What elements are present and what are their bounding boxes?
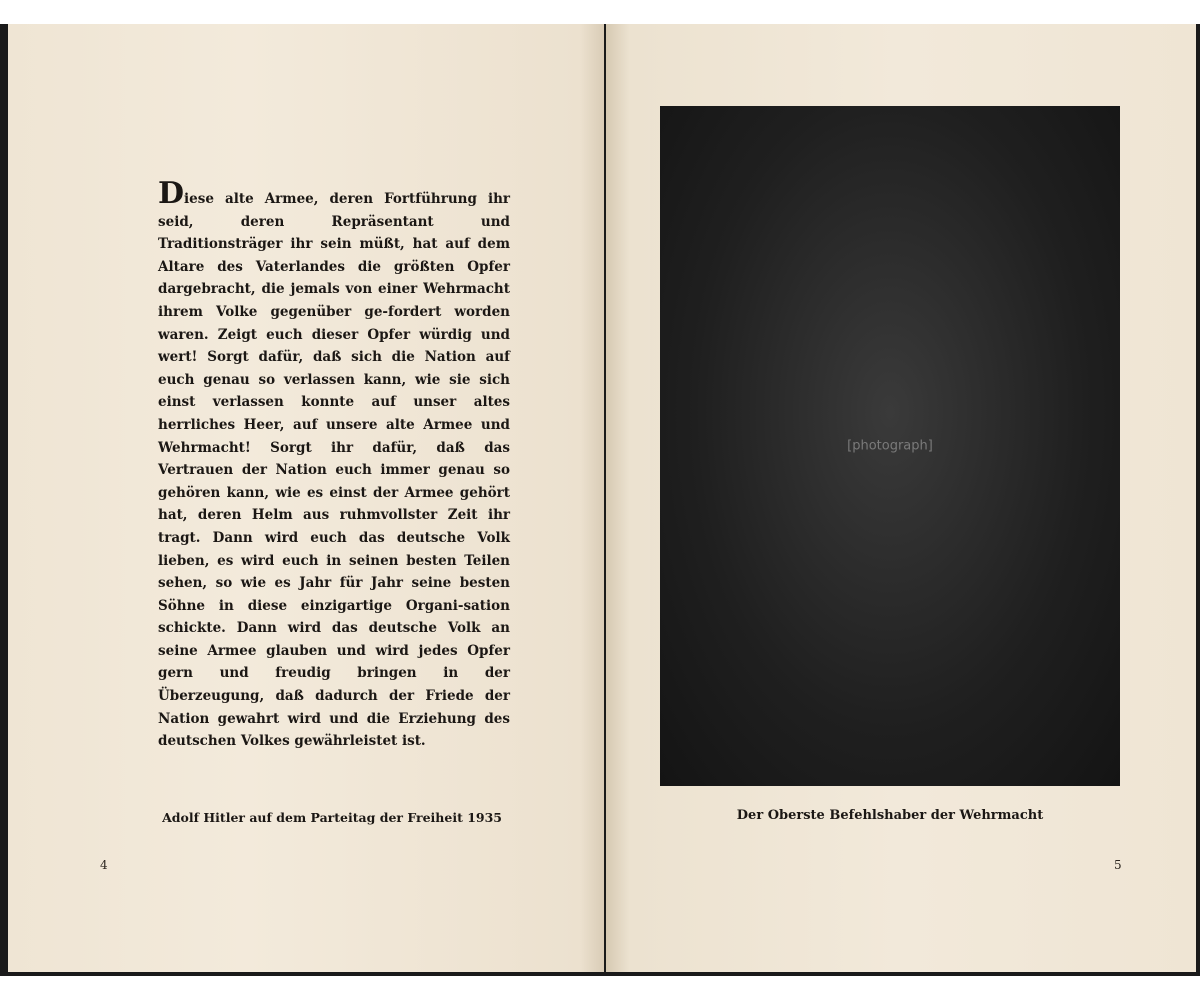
attribution: Adolf Hitler auf dem Parteitag der Freiheit 1935 (162, 810, 502, 825)
photo-placeholder-label: [photograph] (847, 438, 933, 454)
left-page (8, 24, 604, 972)
page-number-right: 5 (1114, 858, 1122, 872)
body-text (158, 176, 510, 753)
photo-caption: Der Oberste Befehlshaber der Wehrmacht (736, 808, 1044, 823)
photograph-placeholder (660, 106, 1120, 786)
body-paragraph: iese alte Armee, deren Fortführung ihr seid, deren Repräsentant und Traditionsträger ihr sein müßt, hat auf dem Altare des Vaterlandes die größten Opfer dargebracht, die jemals von einer Wehrmacht ihrem Volke gegenüber ge-fordert worden waren. Zeigt euch dieser Opfer würdig und wert! Sorgt dafür, daß sich die Nation auf euch genau so verlassen kann, wie sie sich einst verlassen konnte auf unser altes herrliches Heer, auf unsere alte Armee und Wehrmacht! Sorgt ihr dafür, daß das Vertrauen der Nation euch immer genau so gehören kann, wie es einst der Armee gehört hat, deren Helm aus ruhmvollster Zeit ihr tragt. Dann wird euch das deutsche Volk lieben, es wird euch in seinen besten Teilen sehen, so wie es Jahr für Jahr seine besten Söhne in diese einzigartige Organi-sation schickte. Dann wird das deutsche Volk an seine Armee glauben und wird jedes Opfer gern und freudig bringen in der Überzeugung, daß dadurch der Friede der Nation gewahrt wird und die Erziehung des deutschen Volkes gewährleistet ist. (158, 191, 510, 750)
drop-cap: D (158, 176, 185, 211)
book-spread (0, 24, 1200, 976)
page-number-left: 4 (100, 858, 108, 872)
right-page (606, 24, 1196, 972)
